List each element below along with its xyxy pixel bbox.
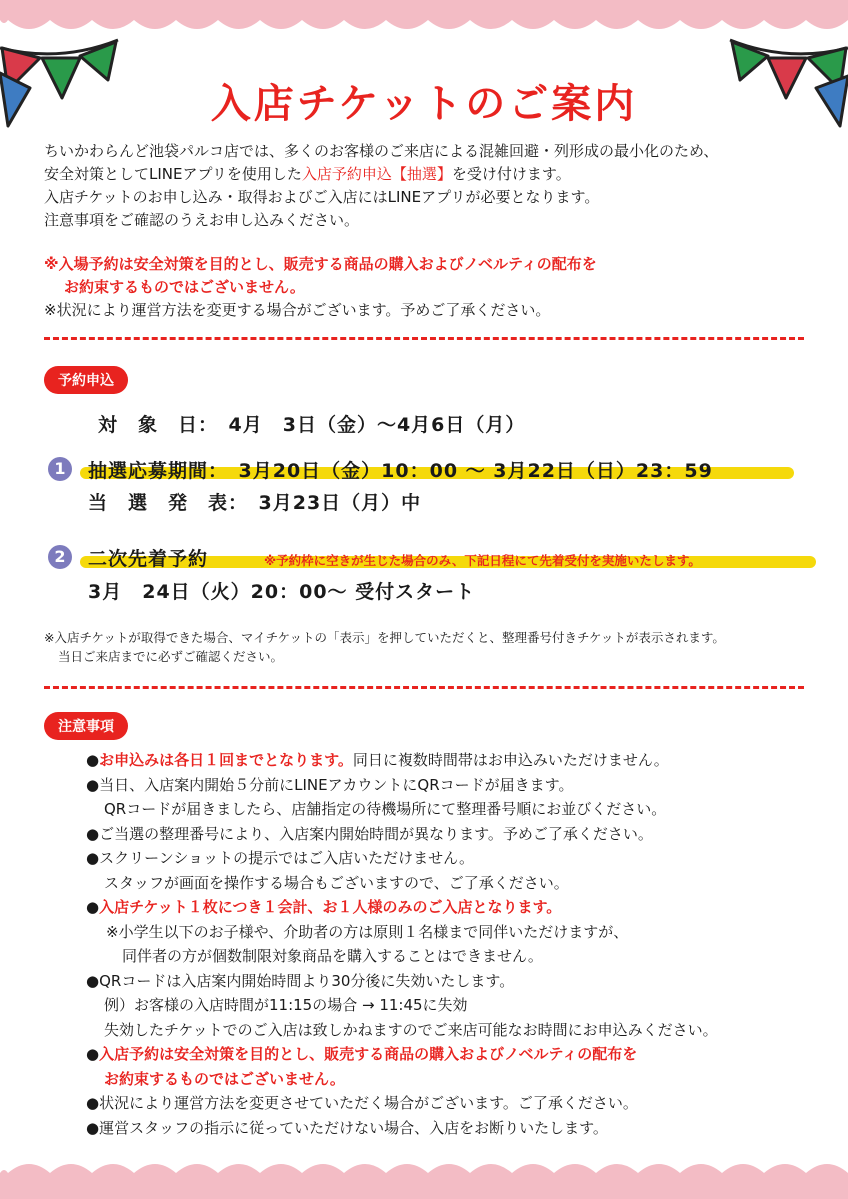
list-item-continuation: ※小学生以下のお子様や、介助者の方は原則１名様まで同伴いただけますが、 [106, 922, 629, 941]
warning-line-2: お約束するものではございません。 [64, 278, 305, 296]
list-item-continuation: 同伴者の方が個数制限対象商品を購入することはできません。 [122, 947, 543, 965]
bottom-wave-border [0, 1153, 848, 1199]
emphasis-text: 入店チケット１枚につき１会計、お１人様のみのご入店となります。 [99, 898, 562, 916]
bullet: ● [86, 1045, 100, 1063]
warning-line-1: ※入場予約は安全対策を目的とし、販売する商品の購入およびノベルティの配布を [44, 255, 597, 273]
lottery-label: 入店予約申込【抽選】 [301, 165, 452, 183]
second-reservation-date: 3月 24日（火）20：00〜 受付スタート [88, 581, 476, 603]
second-reservation-note: ※予約枠に空きが生じた場合のみ、下記日程にて先着受付を実施いたします。 [264, 553, 701, 568]
list-item: ●状況により運営方法を変更させていただく場合がございます。ご了承ください。 [86, 1094, 638, 1112]
list-item-continuation: QRコードが届きましたら、店舗指定の待機場所にて整理番号順にお並びください。 [104, 800, 667, 818]
intro-text [44, 140, 824, 232]
reserve-badge: 予約申込 [44, 366, 128, 394]
list-item: ●運営スタッフの指示に従っていただけない場合、入店をお断りいたします。 [86, 1118, 608, 1137]
list-item [86, 1042, 826, 1067]
list-item-continuation: お約束するものではございません。 [104, 1069, 345, 1088]
ticket-note-line-1: ※入店チケットが取得できた場合、マイチケットの「表示」を押していただくと、整理番号付きチケットが表示されます。 [44, 630, 725, 645]
announcement-date: 当 選 発 表： 3月23日（月）中 [88, 492, 422, 514]
list-item-continuation: 例）お客様の入店時間が11:15の場合 → 11:45に失効 [104, 996, 468, 1014]
emphasis-text: お申込みは各日１回までとなります。 [99, 751, 353, 769]
target-date: 対 象 日： 4月 3日（金）〜4月6日（月） [98, 414, 526, 436]
list-item: ●当日、入店案内開始５分前にLINEアカウントにQRコードが届きます。 [86, 775, 574, 794]
bullet: ● [86, 898, 100, 916]
note-text: 同日に複数時間帯はお申込みいただけません。 [352, 751, 669, 769]
list-item-continuation: 失効したチケットでのご入店は致しかねますのでご来店可能なお時間にお申込みください。 [104, 1020, 718, 1039]
notes-badge: 注意事項 [44, 712, 128, 740]
lottery-period: 抽選応募期間： 3月20日（金）10：00 〜 3月22日（日）23：59 [88, 460, 713, 482]
list-item: ●ご当選の整理番号により、入店案内開始時間が異なります。予めご了承ください。 [86, 824, 653, 843]
warning-line-3: ※状況により運営方法を変更する場合がございます。予めご了承ください。 [44, 301, 551, 319]
intro-text-segment: を受け付けます。 [451, 165, 571, 183]
ticket-note-line-2: 当日ご来店までに必ずご確認ください。 [58, 649, 284, 664]
number-1-badge: 1 [48, 457, 72, 481]
ticket-note [44, 628, 824, 666]
intro-line-3: 入店チケットのお申し込み・取得およびご入店にはLINEアプリが必要となります。 [44, 188, 600, 206]
intro-line-4: 注意事項をご確認のうえお申し込みください。 [44, 211, 360, 229]
list-item [86, 748, 826, 773]
list-item: ●スクリーンショットの提示ではご入店いただけません。 [86, 849, 475, 867]
notes-list [86, 748, 826, 1140]
emphasis-text: 入店予約は安全対策を目的とし、販売する商品の購入およびノベルティの配布を [99, 1045, 638, 1063]
list-item: ●QRコードは入店案内開始時間より30分後に失効いたします。 [86, 971, 515, 990]
list-item [86, 895, 826, 920]
warning-text [44, 253, 824, 322]
page-title: 入店チケットのご案内 [210, 81, 638, 127]
section-divider [44, 337, 804, 340]
section-divider [44, 686, 804, 689]
number-2-badge: 2 [48, 545, 72, 569]
intro-line-2 [44, 163, 824, 186]
list-item-continuation: スタッフが画面を操作する場合もございますので、ご了承ください。 [104, 873, 569, 892]
intro-text-segment: 安全対策としてLINEアプリを使用した [44, 165, 302, 183]
intro-line-1: ちいかわらんど池袋パルコ店では、多くのお客様のご来店による混雑回避・列形成の最小化のため、 [44, 142, 719, 160]
top-wave-border [0, 0, 848, 40]
second-reservation-title: 二次先着予約 [88, 548, 209, 570]
bullet: ● [86, 751, 100, 769]
